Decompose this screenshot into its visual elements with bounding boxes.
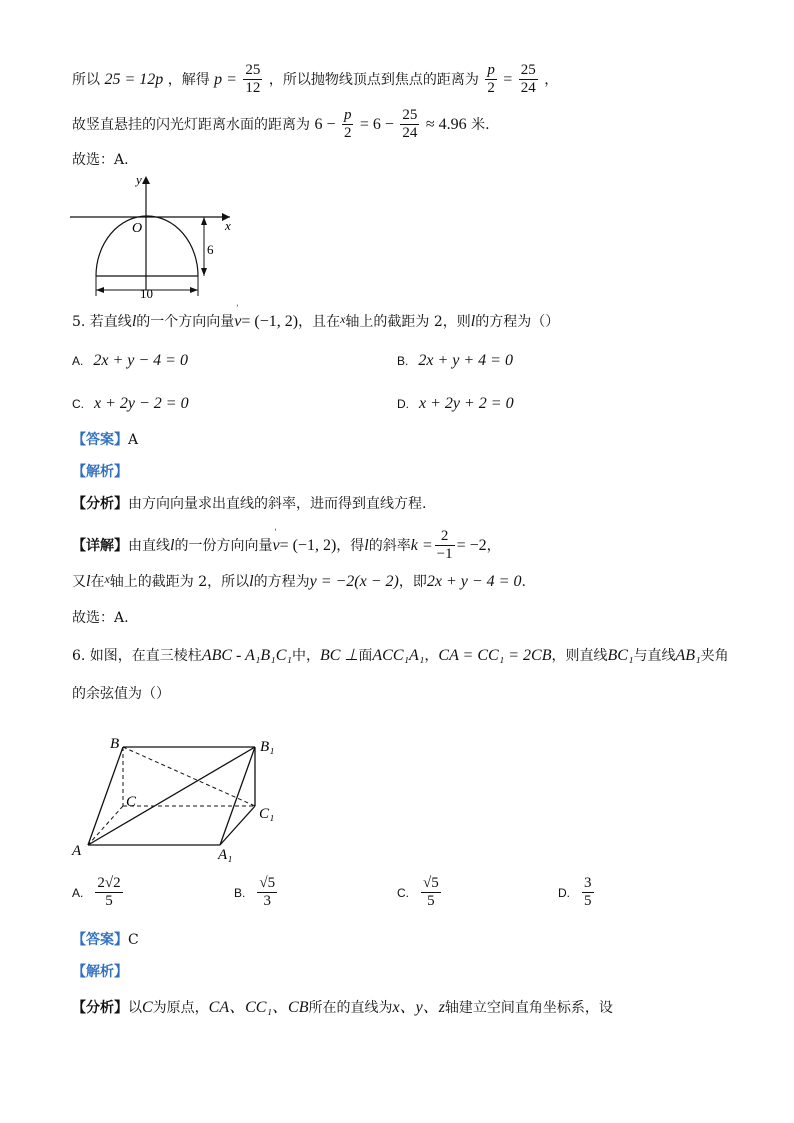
equation: 6 − [314, 115, 336, 133]
text: 的一个方向向量 [136, 314, 235, 330]
q6-option-a[interactable]: A. $\frac{2√2}{5}$ [72, 875, 121, 910]
y-axis-arrow [142, 176, 150, 184]
height-arrow-bottom [201, 268, 207, 276]
q6-option-d[interactable]: D. $\frac{3}{5}$ [558, 875, 592, 910]
equation: = 6 − [359, 115, 394, 133]
edge-BA [88, 747, 123, 845]
q6-option-c[interactable]: C. $\frac{√5}{5}$ [397, 875, 439, 910]
q5-xiangjie: 【详解】由直线l的一份方向向量 ˈ v= (−1, 2)，得l的斜率k = $\frac{2}{-1}$ = −2， [72, 525, 501, 563]
line-AB1 [88, 747, 255, 845]
intro-line-3: 故选：A. [72, 152, 129, 168]
y-label: y [136, 172, 142, 187]
q5-answer: 【答案】A [72, 432, 139, 448]
edge-A1C1 [220, 806, 255, 845]
arch-curve [96, 216, 198, 276]
q6-option-b[interactable]: B. $\frac{√5}{3}$ [234, 875, 276, 910]
fraction: $\frac{25}{24}$ [520, 62, 536, 97]
width-label: 10 [140, 286, 153, 301]
text: 轴上的截距为 2，则 [345, 314, 471, 330]
q5-fenxi: 【分析】由方向向量求出直线的斜率，进而得到直线方程. [72, 496, 427, 512]
origin-label: O [132, 221, 143, 236]
vector-value: = (−1, 2) [241, 313, 299, 330]
q5-choose: 故选：A. [72, 610, 129, 626]
height-arrow-top [201, 217, 207, 225]
var: l [131, 313, 137, 330]
label-A1: A₁ [218, 847, 233, 863]
fraction: $\frac{p}{2}$ [487, 62, 495, 97]
edge-CA [88, 806, 123, 845]
height-label: 6 [207, 242, 214, 257]
label-C: C [126, 794, 137, 810]
q6-fenxi: 【分析】以C为原点，CA、CC₁、CB所在的直线为x、y、z轴建立空间直角坐标系，设 [72, 999, 613, 1016]
text: ，且在 [298, 314, 341, 330]
width-arrow-left [96, 287, 104, 293]
label-B1: B₁ [260, 739, 275, 755]
label-C1: C₁ [259, 806, 275, 822]
equation: p = [214, 70, 237, 88]
text: ，解得 [167, 71, 210, 88]
q6-analysis-tag: 【解析】 [72, 964, 128, 980]
var: x [340, 312, 346, 326]
figure-semicircle [70, 172, 240, 302]
text: 5. 若直线 [72, 314, 132, 330]
intro-line-2 [72, 107, 490, 143]
fraction: $\frac{25}{12}$ [245, 62, 261, 97]
line-BC1 [123, 747, 255, 806]
width-arrow-right [190, 287, 198, 293]
q5-option-b[interactable]: B. 2x + y + 4 = 0 [397, 352, 513, 369]
q6-answer: 【答案】C [72, 932, 139, 948]
equation: ≈ 4.96 [425, 115, 467, 133]
text: 米. [471, 116, 490, 133]
text: 故竖直悬挂的闪光灯距离水面的距离为 [72, 116, 310, 133]
figure-prism [70, 732, 290, 867]
equation: 25 = 12p [104, 70, 164, 88]
var: l [470, 313, 476, 330]
edge-A1B1 [220, 747, 255, 845]
q5-stem [72, 302, 560, 331]
text: 的方程为（） [475, 314, 560, 330]
text: ，所以抛物线顶点到焦点的距离为 [268, 71, 479, 88]
vector-v: ˈ v [234, 302, 242, 330]
q6-stem-line2: 的余弦值为（） [72, 686, 170, 702]
q5-option-a[interactable]: A. 2x + y − 4 = 0 [72, 352, 188, 369]
intro-line-1 [72, 62, 558, 98]
label-A: A [72, 843, 82, 859]
fraction: $\frac{p}{2}$ [343, 107, 352, 142]
q5-option-c[interactable]: C. x + 2y − 2 = 0 [72, 395, 189, 412]
fraction: $\frac{25}{24}$ [402, 107, 418, 142]
label-B: B [110, 736, 120, 752]
q5-line3: 又l在x轴上的截距为 2，所以l的方程为y = −2(x − 2)，即2x + y − 4 = 0. [72, 572, 526, 590]
text: 所以 [72, 71, 100, 88]
equals: = [503, 70, 513, 88]
q5-analysis-tag: 【解析】 [72, 464, 128, 480]
text: ， [544, 71, 559, 88]
q5-option-d[interactable]: D. x + 2y + 2 = 0 [397, 395, 514, 412]
q6-stem: 6. 如图，在直三棱柱ABC - A₁B₁C₁中，BC ⊥面ACC₁A₁，CA = CC₁ = 2CB，则直线BC₁与直线AB₁夹角 [72, 647, 729, 664]
x-label: x [225, 218, 231, 233]
